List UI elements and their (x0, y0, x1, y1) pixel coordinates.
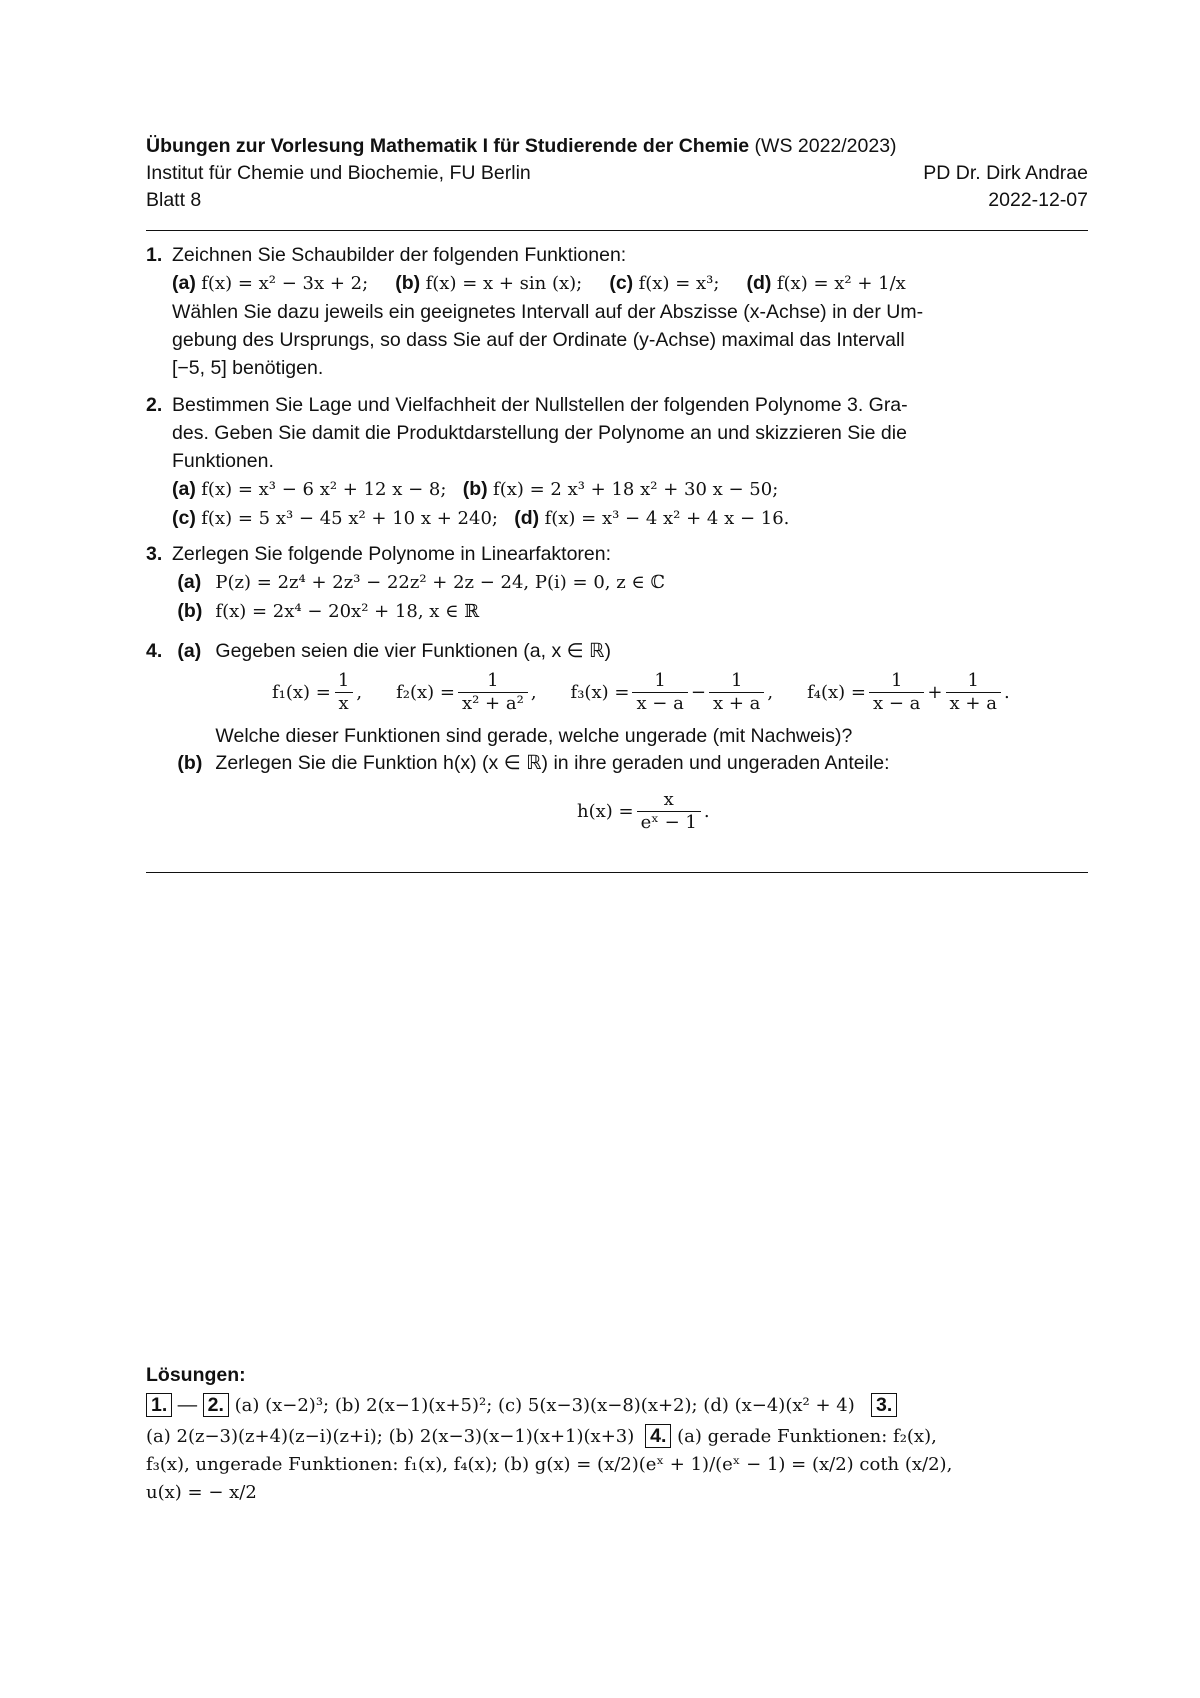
lhs: f₄(x) = (807, 681, 866, 703)
function-list (172, 504, 1088, 533)
numerator: x (663, 789, 674, 810)
fraction (869, 670, 924, 715)
top-divider (146, 230, 1088, 231)
function-f4 (807, 670, 1010, 715)
formula: f(x) = x³ − 4 x² + 4 x − 16. (544, 508, 790, 529)
solutions-line-3: f₃(x), ungerade Funktionen: f₁(x), f₄(x); (b) g(x) = (x/2)(eˣ + 1)/(eˣ − 1) = (x/2) coth (x/2), (146, 1454, 953, 1475)
problem-number: 4. (146, 640, 163, 662)
problem-3 (146, 540, 1088, 626)
problem-text: gebung des Ursprungs, so dass Sie auf der Ordinate (y-Achse) maximal das Intervall (172, 329, 905, 351)
course-title: Übungen zur Vorlesung Mathematik I für Studierende der Chemie (146, 135, 750, 157)
formula: f(x) = x³; (638, 273, 720, 294)
problem-number: 1. (146, 244, 163, 266)
punct: , (530, 681, 537, 703)
denominator: x + a (709, 692, 764, 715)
problem-text: Wählen Sie dazu jeweils ein geeignetes Intervall auf der Abszisse (x-Achse) in der Um- (172, 301, 924, 323)
operator: − (690, 681, 706, 703)
punct: , (356, 681, 363, 703)
part-label: (b) (395, 272, 421, 294)
solution-1-text: — (172, 1394, 203, 1416)
solution-2-text: (a) (x−2)³; (b) 2(x−1)(x+5)²; (c) 5(x−3)(x−8)(x+2); (d) (x−4)(x² + 4) (228, 1395, 855, 1416)
sheet-title (146, 132, 1088, 160)
solution-4-label: 4. (645, 1424, 671, 1448)
punct: . (1003, 681, 1010, 703)
denominator: x² + a² (458, 692, 528, 715)
numerator: 1 (730, 670, 743, 691)
part-label: (d) (514, 507, 540, 529)
denominator: x + a (946, 692, 1001, 715)
formula: P(z) = 2z⁴ + 2z³ − 22z² + 2z − 24, P(i) = 0, z ∈ ℂ (215, 572, 665, 593)
subproblem-b (172, 597, 1088, 626)
function-f3 (571, 670, 774, 715)
punct: . (703, 800, 710, 822)
part-label: (b) (462, 478, 488, 500)
numerator: 1 (967, 670, 979, 691)
problem-text: [−5, 5] benötigen. (172, 357, 324, 379)
fraction (709, 670, 764, 715)
lhs: h(x) = (577, 800, 634, 822)
solution-1-label: 1. (146, 1393, 172, 1417)
problem-1 (146, 241, 1088, 382)
fraction (458, 670, 528, 715)
function-h-expr (577, 789, 710, 834)
problem-intro: Zeichnen Sie Schaubilder der folgenden Funktionen: (172, 244, 627, 266)
function-f2 (396, 670, 536, 715)
term-label: (WS 2022/2023) (749, 135, 897, 157)
sheet-number: Blatt 8 (146, 189, 202, 211)
punct: , (767, 681, 774, 703)
problem-number: 3. (146, 543, 163, 565)
formula: f(x) = 2x⁴ − 20x² + 18, x ∈ ℝ (215, 601, 480, 622)
fraction (334, 670, 353, 715)
solution-4-text: (a) gerade Funktionen: f₂(x), (671, 1426, 937, 1447)
part-label: (a) (172, 272, 196, 294)
problem-text: Welche dieser Funktionen sind gerade, welche ungerade (mit Nachweis)? (215, 725, 853, 747)
numerator: 1 (337, 670, 350, 691)
header-row-2 (146, 186, 1088, 214)
function-f1 (272, 670, 362, 715)
part-label: (a) (172, 478, 196, 500)
lhs: f₂(x) = (396, 681, 455, 703)
numerator: 1 (487, 670, 499, 691)
part-label: (c) (172, 507, 196, 529)
fraction (946, 670, 1001, 715)
problem-intro: Zerlegen Sie folgende Polynome in Linearfaktoren: (172, 543, 612, 565)
solution-2-label: 2. (203, 1393, 229, 1417)
institute-label: Institut für Chemie und Biochemie, FU Berlin (146, 162, 531, 184)
subproblem-a (172, 568, 1088, 597)
subproblem-b (172, 749, 890, 777)
solutions-section (146, 1361, 1088, 1507)
subproblem-a-intro (172, 637, 1088, 665)
problem-text: Gegeben seien die vier Funktionen (a, x ∈ ℝ) (215, 640, 611, 662)
function-list (172, 475, 1088, 504)
problem-text: Bestimmen Sie Lage und Vielfachheit der Nullstellen der folgenden Polynome 3. Gra- (172, 394, 908, 416)
denominator: x − a (869, 692, 924, 715)
function-definitions (272, 670, 1010, 715)
part-label: (b) (177, 600, 203, 622)
fraction (632, 670, 687, 715)
lhs: f₃(x) = (570, 681, 630, 703)
solutions-title: Lösungen: (146, 1364, 246, 1386)
problem-text: Zerlegen Sie die Funktion h(x) (x ∈ ℝ) in ihre geraden und ungeraden Anteile: (215, 752, 890, 774)
problem-text: Funktionen. (172, 450, 274, 472)
function-h (577, 789, 710, 834)
formula: f(x) = 2 x³ + 18 x² + 30 x − 50; (493, 479, 779, 500)
part-label: (d) (746, 272, 772, 294)
solution-3-text: (a) 2(z−3)(z+4)(z−i)(z+i); (b) 2(x−3)(x−1)(x+1)(x+3) (146, 1426, 635, 1447)
denominator: x (335, 692, 353, 715)
problem-text: des. Geben Sie damit die Produktdarstellung der Polynome an und skizzieren Sie die (172, 422, 907, 444)
sheet-date: 2022-12-07 (988, 189, 1088, 211)
solution-3-label: 3. (871, 1393, 897, 1417)
subproblem-a-question (172, 722, 852, 750)
header-row-1 (146, 159, 1088, 187)
function-list (172, 269, 1088, 298)
lecturer-label: PD Dr. Dirk Andrae (923, 162, 1088, 184)
formula: f(x) = x + sin (x); (425, 273, 583, 294)
fraction (637, 789, 701, 834)
bottom-divider (146, 872, 1088, 873)
problem-2 (146, 391, 1088, 533)
numerator: 1 (654, 670, 666, 691)
solutions-line-1 (146, 1391, 1088, 1420)
formula: f(x) = x³ − 6 x² + 12 x − 8; (201, 479, 447, 500)
part-label: (b) (177, 752, 203, 774)
solutions-line-2 (146, 1422, 1088, 1451)
part-label: (a) (177, 640, 202, 662)
formula: f(x) = 5 x³ − 45 x² + 10 x + 240; (201, 508, 498, 529)
problem-4 (146, 637, 1088, 837)
numerator: 1 (890, 670, 903, 691)
denominator: eˣ − 1 (637, 811, 701, 834)
formula: f(x) = x² + 1/x (776, 273, 906, 294)
part-label: (c) (609, 272, 634, 294)
formula: f(x) = x² − 3x + 2; (201, 273, 369, 294)
operator: + (927, 681, 943, 703)
part-label: (a) (177, 571, 202, 593)
solutions-line-4: u(x) = − x/2 (146, 1482, 257, 1503)
denominator: x − a (632, 692, 687, 715)
lhs: f₁(x) = (272, 681, 331, 703)
problem-number: 2. (146, 394, 163, 416)
